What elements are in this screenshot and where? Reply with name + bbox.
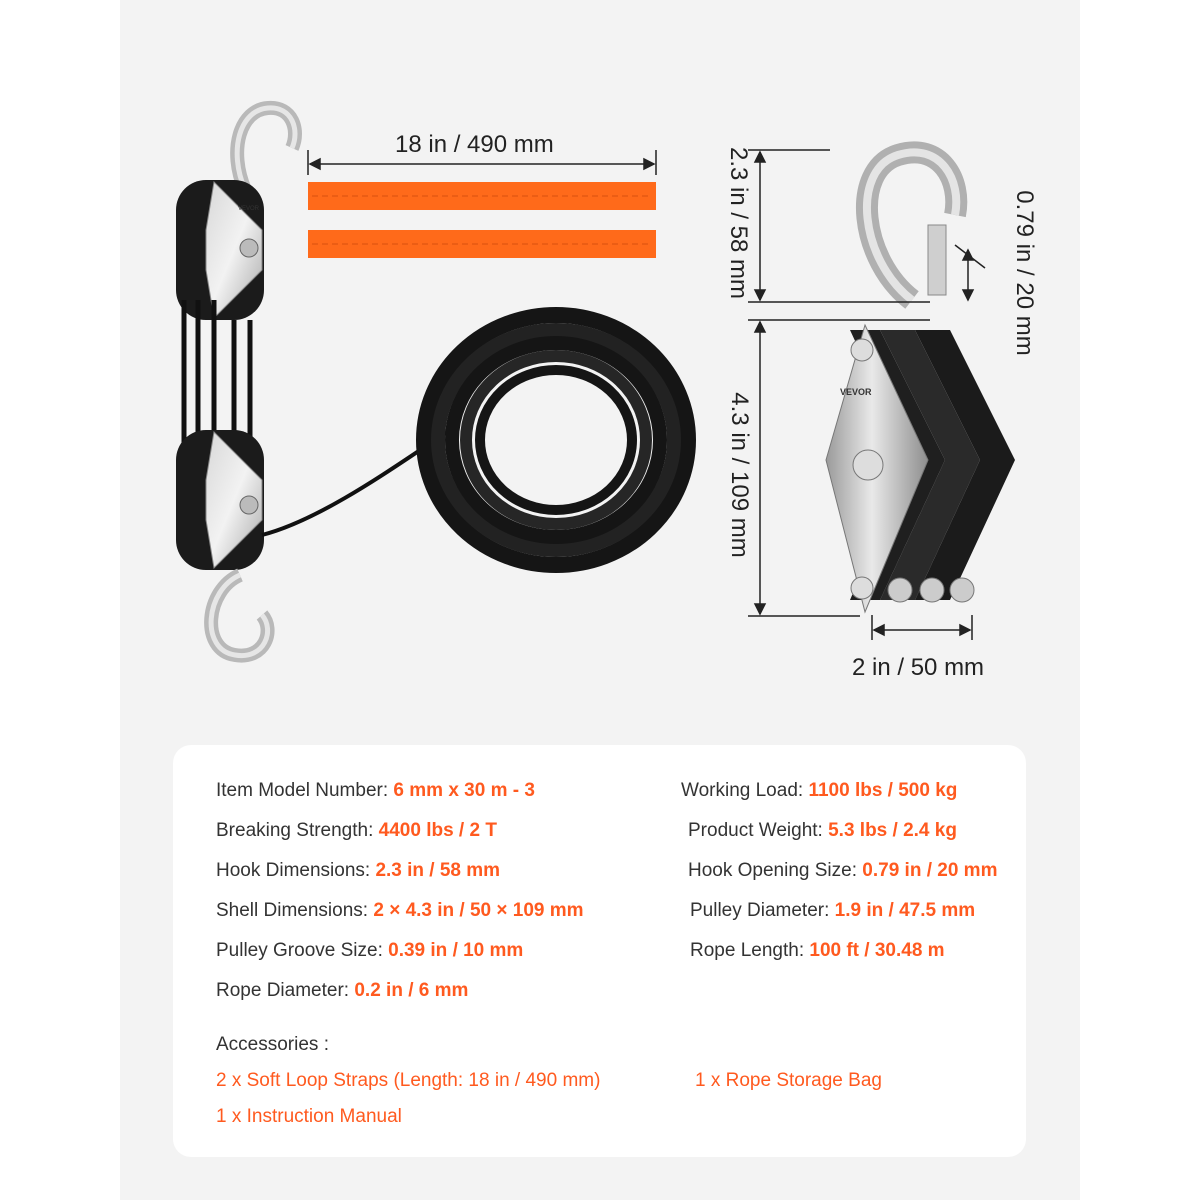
- spec-rope-length: Rope Length: 100 ft / 30.48 m: [690, 940, 945, 961]
- spec-rope-diameter: Rope Diameter: 0.2 in / 6 mm: [216, 980, 469, 1001]
- pulley-block-detail: [826, 152, 1015, 612]
- accessory-straps: 2 x Soft Loop Straps (Length: 18 in / 490 mm): [216, 1070, 601, 1091]
- rope-coil: [424, 315, 688, 565]
- spec-hook-opening: Hook Opening Size: 0.79 in / 20 mm: [688, 860, 998, 881]
- accessories-heading: Accessories :: [216, 1034, 329, 1055]
- accessory-manual: 1 x Instruction Manual: [216, 1106, 402, 1127]
- spec-groove-size: Pulley Groove Size: 0.39 in / 10 mm: [216, 940, 524, 961]
- block-detail-label: VEVOR: [840, 387, 872, 397]
- strap-length-label: 18 in / 490 mm: [395, 131, 554, 158]
- spec-shell-dimensions: Shell Dimensions: 2 × 4.3 in / 50 × 109 mm: [216, 900, 584, 921]
- hook-height-label: 2.3 in / 58 mm: [725, 146, 752, 300]
- spec-hook-dimensions: Hook Dimensions: 2.3 in / 58 mm: [216, 860, 501, 881]
- shell-height-label: 4.3 in / 109 mm: [726, 392, 753, 558]
- spec-pulley-diameter: Pulley Diameter: 1.9 in / 47.5 mm: [690, 900, 976, 921]
- block-label: VEVOR: [238, 206, 260, 212]
- spec-product-weight: Product Weight: 5.3 lbs / 2.4 kg: [688, 820, 957, 841]
- shell-width-label: 2 in / 50 mm: [852, 654, 985, 681]
- spec-working-load: Working Load: 1100 lbs / 500 kg: [681, 780, 958, 801]
- loop-straps: [308, 182, 656, 258]
- spec-model-number: Item Model Number: 6 mm x 30 m - 3: [216, 780, 535, 801]
- accessory-storage-bag: 1 x Rope Storage Bag: [695, 1070, 882, 1091]
- spec-breaking-strength: Breaking Strength: 4400 lbs / 2 T: [216, 820, 497, 841]
- hook-opening-label: 0.79 in / 20 mm: [1011, 190, 1038, 356]
